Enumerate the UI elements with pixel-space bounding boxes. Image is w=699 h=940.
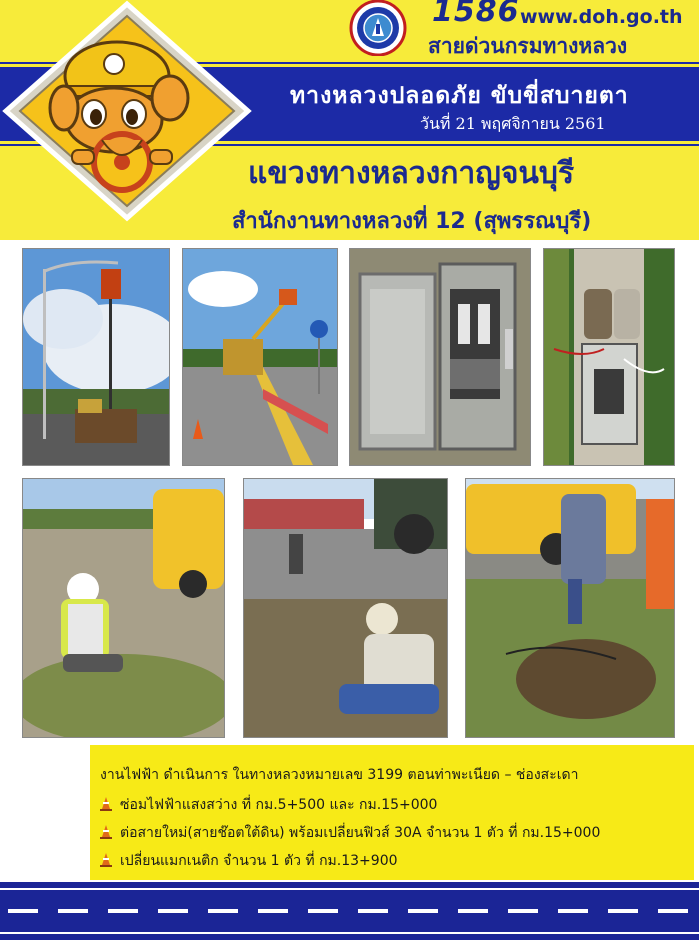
website-url[interactable]: www.doh.go.th [520, 6, 683, 28]
report-date: วันที่ 21 พฤศจิกายน 2561 [420, 114, 606, 133]
photo-workers-cable-trench [465, 478, 675, 738]
hotline-number: 1586 [432, 0, 520, 29]
traffic-cone-icon [100, 825, 112, 839]
work-item [100, 822, 600, 844]
work-item [100, 794, 437, 816]
photo-switch-box [349, 248, 531, 466]
traffic-cone-icon [100, 853, 112, 867]
photo-crane-truck-road [182, 248, 338, 466]
traffic-cone-icon [100, 797, 112, 811]
photo-worker-kneeling [22, 478, 225, 738]
work-item-text: ซ่อมไฟฟ้าแสงสว่าง ที่ กม.5+500 และ กม.15+000 [120, 797, 438, 813]
office-subtitle: สำนักงานทางหลวงที่ 12 (สุพรรณบุรี) [232, 209, 592, 234]
slogan: ทางหลวงปลอดภัย ขับขี่สบายตา [290, 82, 629, 109]
doh-seal-icon [346, 0, 410, 56]
work-item-text: เปลี่ยนแมกเนติก จำนวน 1 ตัว ที่ กม.13+900 [120, 853, 398, 869]
work-heading: งานไฟฟ้า ดำเนินการ ในทางหลวงหมายเลข 3199 ตอนท่าพะเนียด – ช่องสะเดา [100, 767, 579, 783]
photo-pole-electric-panel [543, 248, 675, 466]
photo-worker-digging [243, 478, 448, 738]
office-title: แขวงทางหลวงกาญจนบุรี [248, 156, 575, 191]
work-item-text: ต่อสายใหม่(สายช๊อตใต้ดิน) พร้อมเปลี่ยนฟิวส์ 30A จำนวน 1 ตัว ที่ กม.15+000 [120, 825, 601, 841]
photo-bucket-truck-lamp [22, 248, 170, 466]
hotline-description: สายด่วนกรมทางหลวง [428, 34, 628, 58]
road-stripe-footer [0, 882, 699, 940]
work-item [100, 850, 398, 872]
mascot-diamond-sign [2, 0, 252, 222]
